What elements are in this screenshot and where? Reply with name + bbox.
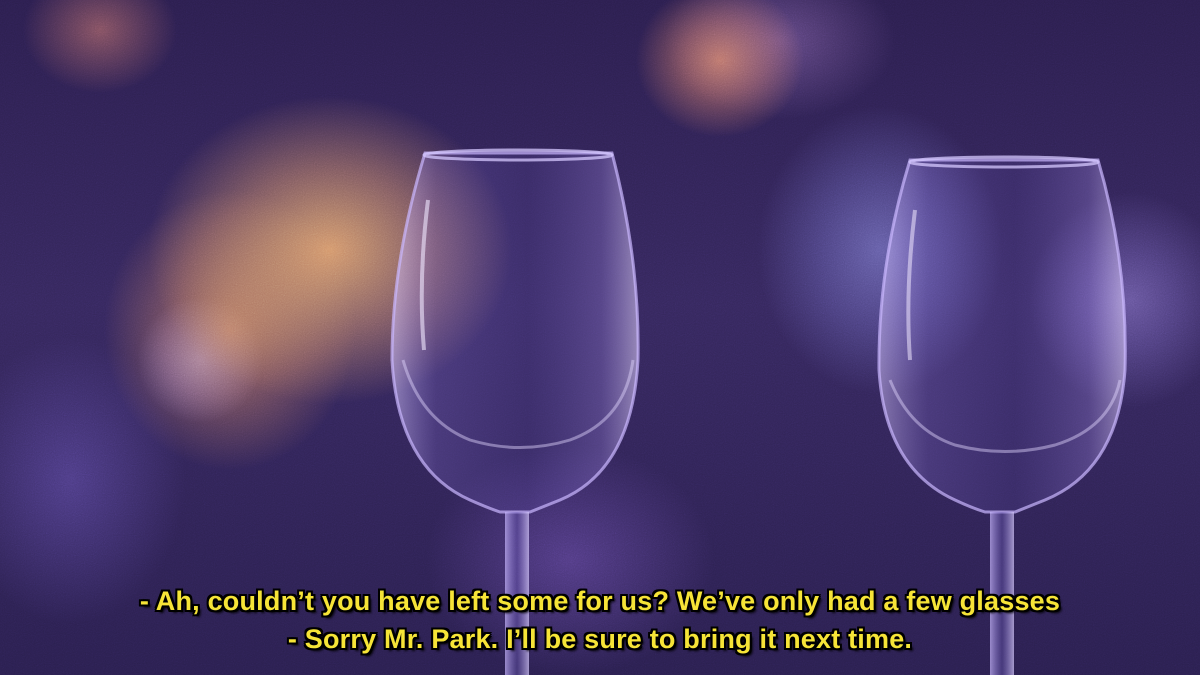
subtitle-line-2: - Sorry Mr. Park. I’ll be sure to bring it next time. bbox=[287, 624, 913, 654]
subtitle-line-1: - Ah, couldn’t you have left some for us? We’ve only had a few glasses bbox=[139, 586, 1061, 616]
